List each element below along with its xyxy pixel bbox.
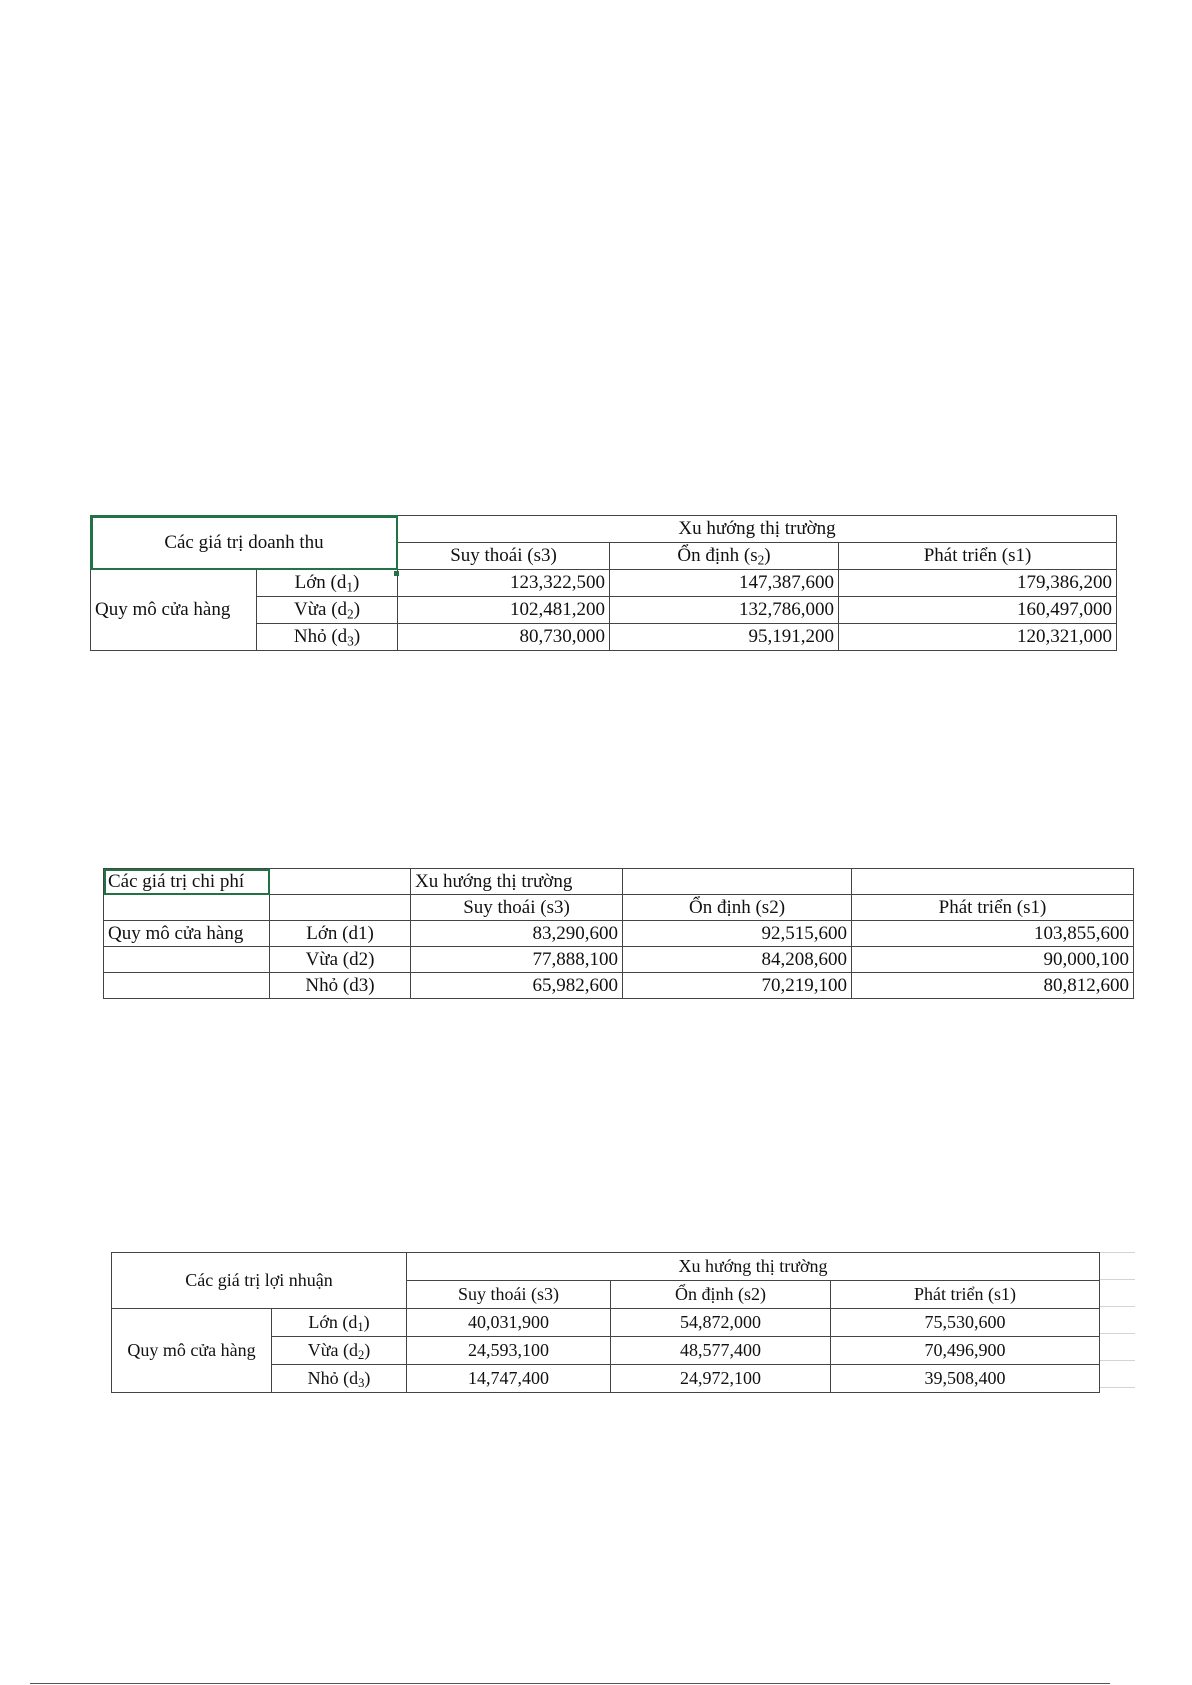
empty-cell[interactable] — [623, 869, 852, 895]
column-header-stable[interactable]: Ổn định (s2) — [623, 895, 852, 921]
table-row — [104, 947, 1134, 973]
value-cell[interactable]: 102,481,200 — [398, 597, 610, 624]
row-group-store-size[interactable]: Quy mô cửa hàng — [104, 921, 270, 947]
value-cell[interactable]: 90,000,100 — [852, 947, 1134, 973]
column-header-growth[interactable]: Phát triển (s1) — [831, 1281, 1100, 1309]
value-cell[interactable]: 132,786,000 — [610, 597, 839, 624]
table-row — [112, 1253, 1100, 1281]
column-header-growth[interactable]: Phát triển (s1) — [839, 543, 1117, 570]
value-cell[interactable]: 40,031,900 — [407, 1309, 611, 1337]
gridline — [1099, 1279, 1135, 1280]
profit-table — [111, 1252, 1100, 1393]
value-cell[interactable]: 70,496,900 — [831, 1337, 1100, 1365]
table-row — [112, 1309, 1100, 1337]
value-cell[interactable]: 84,208,600 — [623, 947, 852, 973]
value-cell[interactable]: 80,730,000 — [398, 624, 610, 651]
row-header-small[interactable]: Nhỏ $(d_3)$ — [257, 624, 398, 651]
column-header-recession[interactable]: Suy thoái (s3) — [407, 1281, 611, 1309]
empty-cell[interactable] — [852, 869, 1134, 895]
row-header-medium[interactable]: Vừa (d2) — [270, 947, 411, 973]
row-header-large[interactable]: Lớn $(d_1)$ — [257, 570, 398, 597]
market-trend-header[interactable]: Xu hướng thị trường — [411, 869, 623, 895]
empty-cell[interactable] — [270, 869, 411, 895]
value-cell[interactable]: 39,508,400 — [831, 1365, 1100, 1393]
table-row — [104, 973, 1134, 999]
value-cell[interactable]: 54,872,000 — [611, 1309, 831, 1337]
gridline — [1099, 1306, 1135, 1307]
value-cell[interactable]: 48,577,400 — [611, 1337, 831, 1365]
value-cell[interactable]: 92,515,600 — [623, 921, 852, 947]
row-header-large[interactable]: Lớn $(d_1)$ — [272, 1309, 407, 1337]
profit-title-cell[interactable]: Các giá trị lợi nhuận — [112, 1253, 407, 1309]
value-cell[interactable]: 24,972,100 — [611, 1365, 831, 1393]
row-header-medium[interactable]: Vừa $(d_2)$ — [257, 597, 398, 624]
value-cell[interactable]: 120,321,000 — [839, 624, 1117, 651]
value-cell[interactable]: 147,387,600 — [610, 570, 839, 597]
row-header-small[interactable]: Nhỏ (d3) — [270, 973, 411, 999]
gridline — [1099, 1252, 1135, 1253]
value-cell[interactable]: 24,593,100 — [407, 1337, 611, 1365]
column-header-stable[interactable]: Ổn định (s2) — [611, 1281, 831, 1309]
table-row — [104, 869, 1134, 895]
empty-cell[interactable] — [104, 973, 270, 999]
value-cell[interactable]: 123,322,500 — [398, 570, 610, 597]
value-cell[interactable]: 75,530,600 — [831, 1309, 1100, 1337]
empty-cell[interactable] — [270, 895, 411, 921]
market-trend-header[interactable]: Xu hướng thị trường — [407, 1253, 1100, 1281]
row-header-small[interactable]: Nhỏ $(d_3)$ — [272, 1365, 407, 1393]
table-row — [104, 895, 1134, 921]
cost-title-cell[interactable]: Các giá trị chi phí — [104, 869, 270, 895]
value-cell[interactable]: 83,290,600 — [411, 921, 623, 947]
empty-cell[interactable] — [104, 895, 270, 921]
value-cell[interactable]: 160,497,000 — [839, 597, 1117, 624]
table-row — [91, 516, 1117, 543]
value-cell[interactable]: 77,888,100 — [411, 947, 623, 973]
value-cell[interactable]: 65,982,600 — [411, 973, 623, 999]
value-cell[interactable]: 179,386,200 — [839, 570, 1117, 597]
value-cell[interactable]: 70,219,100 — [623, 973, 852, 999]
row-group-store-size[interactable]: Quy mô cửa hàng — [91, 570, 257, 651]
cost-table — [103, 868, 1134, 999]
value-cell[interactable]: 95,191,200 — [610, 624, 839, 651]
market-trend-header[interactable]: Xu hướng thị trường — [398, 516, 1117, 543]
gridline — [1099, 1387, 1135, 1388]
selection-fill-handle[interactable] — [394, 571, 399, 576]
revenue-table — [90, 515, 1117, 651]
row-header-large[interactable]: Lớn (d1) — [270, 921, 411, 947]
page-bottom-rule — [30, 1683, 1110, 1684]
revenue-title-cell[interactable]: Các giá trị doanh thu — [91, 516, 398, 570]
gridline — [1099, 1333, 1135, 1334]
column-header-recession[interactable]: Suy thoái (s3) — [411, 895, 623, 921]
table-row — [91, 570, 1117, 597]
table-row — [104, 921, 1134, 947]
value-cell[interactable]: 14,747,400 — [407, 1365, 611, 1393]
column-header-growth[interactable]: Phát triển (s1) — [852, 895, 1134, 921]
gridline — [1099, 1360, 1135, 1361]
column-header-recession[interactable]: Suy thoái (s3) — [398, 543, 610, 570]
row-header-medium[interactable]: Vừa $(d_2)$ — [272, 1337, 407, 1365]
row-group-store-size[interactable]: Quy mô cửa hàng — [112, 1309, 272, 1393]
column-header-stable[interactable]: Ổn định $(s_2)$ — [610, 543, 839, 570]
value-cell[interactable]: 80,812,600 — [852, 973, 1134, 999]
empty-cell[interactable] — [104, 947, 270, 973]
value-cell[interactable]: 103,855,600 — [852, 921, 1134, 947]
